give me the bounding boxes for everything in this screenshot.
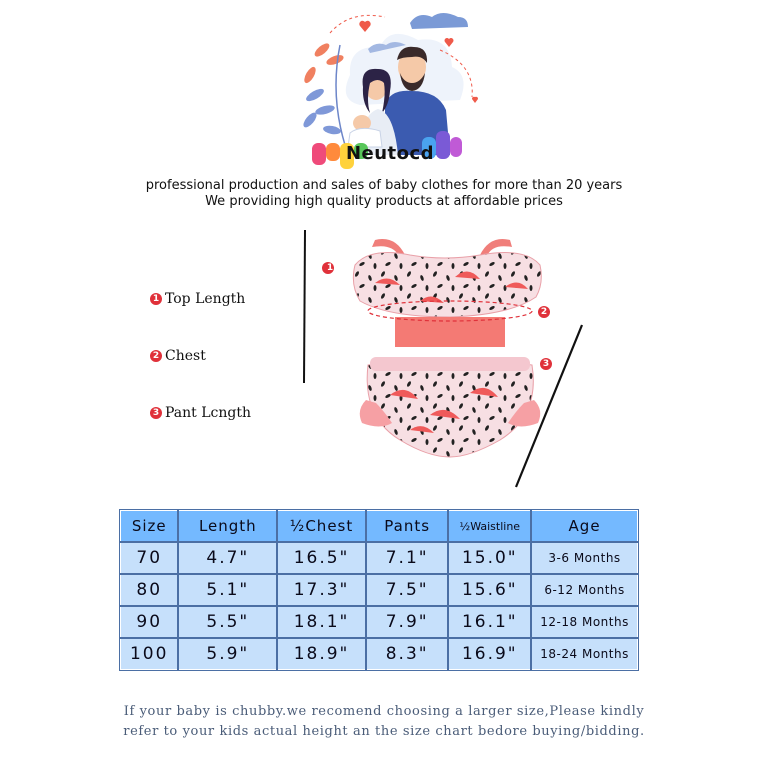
table-cell: 16.5" (277, 542, 366, 574)
brand-tagline-1: professional production and sales of baby clothes for more than 20 years (145, 178, 623, 193)
table-row (120, 638, 638, 670)
table-row (120, 574, 638, 606)
diagram-marker-number: 3 (542, 359, 550, 369)
table-cell: 5.1" (178, 574, 277, 606)
table-cell: 90 (120, 606, 178, 638)
column-header-pants: Pants (366, 510, 449, 542)
table-cell: 3-6 Months (531, 542, 638, 574)
legend-chest (150, 348, 206, 364)
column-header-age: Age (531, 510, 638, 542)
legend-number-badge: 2 (150, 350, 162, 362)
column-header-half-waistline: ½Waistline (448, 510, 531, 542)
table-cell: 16.9" (448, 638, 531, 670)
table-cell: 15.6" (448, 574, 531, 606)
legend-number-badge: 3 (150, 407, 162, 419)
column-header-half-chest: ½Chest (277, 510, 366, 542)
sizing-note-line-1: If your baby is chubby.we recomend choosing a larger size,Please kindly (123, 704, 645, 719)
table-cell: 5.9" (178, 638, 277, 670)
table-cell: 7.5" (366, 574, 449, 606)
diagram-marker-number: 1 (326, 263, 334, 273)
legend-top-length (150, 291, 245, 307)
column-header-length: Length (178, 510, 277, 542)
legend-pant-length (150, 405, 251, 421)
table-cell: 18-24 Months (531, 638, 638, 670)
product-measurement-diagram (300, 225, 600, 495)
table-cell: 7.9" (366, 606, 449, 638)
legend-label: Chest (165, 348, 206, 364)
table-cell: 70 (120, 542, 178, 574)
table-cell: 15.0" (448, 542, 531, 574)
legend-number-badge: 1 (150, 293, 162, 305)
table-cell: 7.1" (366, 542, 449, 574)
table-cell: 80 (120, 574, 178, 606)
legend-label: Pant Lcngth (165, 405, 251, 421)
table-cell: 18.9" (277, 638, 366, 670)
column-header-size: Size (120, 510, 178, 542)
top-length-line (304, 230, 305, 383)
legend-label: Top Length (165, 291, 246, 307)
brand-tagline-2: We providing high quality products at affordable prices (205, 194, 563, 209)
size-chart-table (119, 509, 639, 671)
diagram-marker-number: 2 (540, 307, 548, 317)
table-cell: 8.3" (366, 638, 449, 670)
table-header-row (120, 510, 638, 542)
brand-name: Neutocd (345, 143, 435, 164)
table-row (120, 606, 638, 638)
table-cell: 4.7" (178, 542, 277, 574)
table-row (120, 542, 638, 574)
table-cell: 17.3" (277, 574, 366, 606)
table-cell: 12-18 Months (531, 606, 638, 638)
sizing-note-line-2: refer to your kids actual height an the size chart bedore buying/bidding. (123, 724, 645, 739)
table-cell: 18.1" (277, 606, 366, 638)
table-cell: 5.5" (178, 606, 277, 638)
table-cell: 6-12 Months (531, 574, 638, 606)
table-cell: 100 (120, 638, 178, 670)
table-cell: 16.1" (448, 606, 531, 638)
